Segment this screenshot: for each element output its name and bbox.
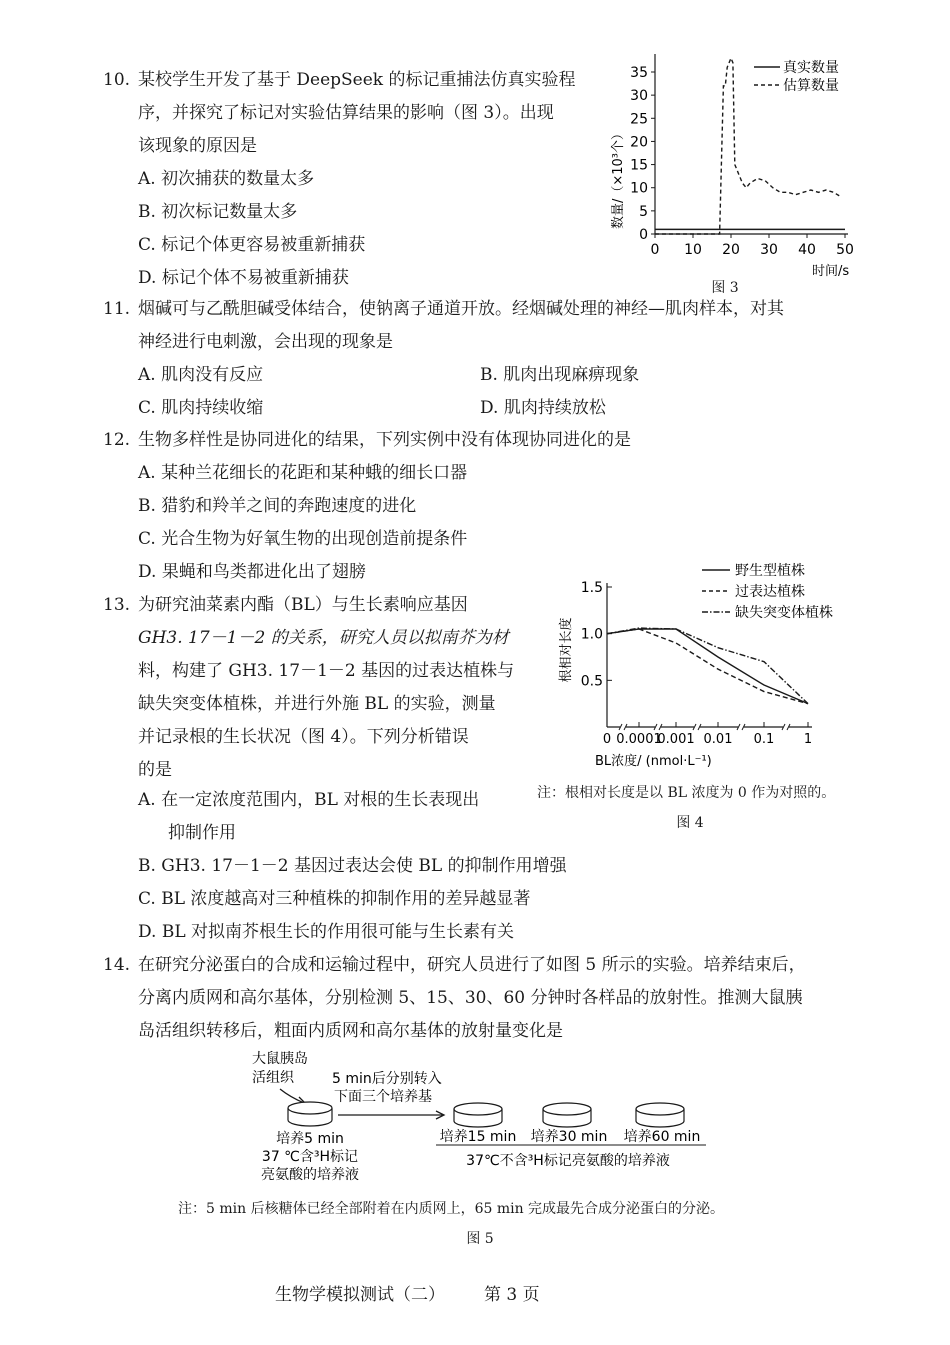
fig4-xtick-label: 1 — [803, 732, 813, 747]
q13-line-5: 并记录根的生长状况（图 4）。下列分析错误 — [138, 727, 469, 747]
q13-option-c: C. BL 浓度越高对三种植株的抑制作用的差异越显著 — [138, 889, 531, 909]
q12-option-b: B. 猎豹和羚羊之间的奔跑速度的进化 — [138, 496, 417, 516]
footer-title: 生物学模拟测试（二） — [275, 1285, 445, 1305]
figure-4-note: 注：根相对长度是以 BL 浓度为 0 作为对照的。 — [537, 785, 836, 801]
q12-number: 12. — [103, 430, 131, 450]
fig5-tissue-line2: 活组织 — [252, 1070, 294, 1086]
figure-4-chart — [550, 555, 890, 777]
fig3-xtick-label: 10 — [684, 242, 702, 258]
fig4-ylabel: 根相对长度 — [559, 617, 574, 683]
fig3-ytick-label: 5 — [639, 203, 648, 220]
fig3-xlabel: 时间/s — [812, 264, 850, 279]
q10-option-b: B. 初次标记数量太多 — [138, 202, 298, 222]
q12-line-1: 生物多样性是协同进化的结果，下列实例中没有体现协同进化的是 — [138, 430, 631, 450]
fig3-legend-est: 估算数量 — [783, 78, 839, 94]
q10-line-1: 某校学生开发了基于 DeepSeek 的标记重捕法仿真实验程 — [138, 70, 576, 90]
q13-option-b: B. GH3. 17－1－2 基因过表达会使 BL 的抑制作用增强 — [138, 856, 567, 876]
fig5-transfer-line1: 5 min后分别转入 — [332, 1071, 442, 1087]
fig5-tissue-line1: 大鼠胰岛 — [252, 1051, 308, 1067]
fig4-legend-mutant: 缺失突变体植株 — [735, 605, 833, 621]
fig3-ytick-label: 15 — [630, 157, 648, 174]
fig4-xtick-label: 0 — [602, 732, 612, 747]
fig3-xtick-label: 0 — [650, 242, 660, 258]
fig5-dish2-label: 培养30 min — [530, 1129, 608, 1145]
fig5-dish1-label: 培养15 min — [439, 1129, 517, 1145]
fig5-dish-1 — [454, 1103, 502, 1127]
q13-line-6: 的是 — [138, 760, 172, 780]
q11-option-d: D. 肌肉持续放松 — [480, 398, 606, 418]
q13-option-d: D. BL 对拟南芥根生长的作用很可能与生长素有关 — [138, 922, 515, 942]
q10-option-a: A. 初次捕获的数量太多 — [138, 169, 315, 189]
figure-3-chart — [600, 50, 860, 300]
q10-option-c: C. 标记个体更容易被重新捕获 — [138, 235, 366, 255]
fig3-xtick-label: 50 — [836, 242, 854, 258]
fig4-legend-wild: 野生型植株 — [735, 563, 805, 579]
q11-line-1: 烟碱可与乙酰胆碱受体结合，使钠离子通道开放。经烟碱处理的神经—肌肉样本，对其 — [138, 299, 784, 319]
figure-5-note: 注：5 min 后核糖体已经全部附着在内质网上，65 min 完成最先合成分泌蛋白的分泌。 — [178, 1201, 725, 1217]
footer-page: 第 3 页 — [484, 1285, 540, 1305]
q13-option-a-cont: 抑制作用 — [168, 823, 236, 843]
fig4-xtick-label: 0.1 — [753, 732, 775, 747]
q13-line-1: 为研究油菜素内酯（BL）与生长素响应基因 — [138, 595, 468, 615]
q11-line-2: 神经进行电刺激，会出现的现象是 — [138, 332, 393, 352]
q11-option-c: C. 肌肉持续收缩 — [138, 398, 264, 418]
fig4-xlabel: BL浓度/ (nmol·L⁻¹) — [595, 754, 712, 769]
q11-number: 11. — [103, 299, 131, 319]
q11-option-a: A. 肌肉没有反应 — [138, 365, 264, 385]
fig4-xtick-label: 0.001 — [657, 732, 695, 747]
fig5-transfer-line2: 下面三个培养基 — [334, 1089, 432, 1105]
fig4-xtick-label: 0.01 — [703, 732, 733, 747]
q13-number: 13. — [103, 595, 131, 615]
fig3-xtick-label: 20 — [722, 242, 740, 258]
q11-option-b: B. 肌肉出现麻痹现象 — [480, 365, 640, 385]
fig5-dish-0 — [288, 1102, 332, 1126]
q13-line-4: 缺失突变体植株，并进行外施 BL 的实验，测量 — [138, 694, 496, 714]
fig5-dish-2 — [543, 1103, 591, 1127]
q10-option-d: D. 标记个体不易被重新捕获 — [138, 268, 349, 288]
fig4-series-wild — [607, 629, 808, 704]
figure-3-caption: 图 3 — [711, 280, 739, 296]
q10-line-3: 该现象的原因是 — [138, 136, 257, 156]
q14-line-2: 分离内质网和高尔基体，分别检测 5、15、30、60 分钟时各样品的放射性。推测大鼠胰 — [138, 988, 803, 1008]
fig4-series-over — [607, 629, 808, 704]
fig3-ytick-label: 35 — [630, 65, 648, 81]
fig4-ytick-label: 1.0 — [580, 626, 603, 643]
fig4-ytick-label: 1.5 — [580, 580, 603, 596]
figure-5-diagram — [240, 1045, 740, 1190]
fig5-medium: 37℃不含³H标记亮氨酸的培养液 — [466, 1153, 670, 1169]
fig3-ytick-label: 0 — [639, 227, 648, 243]
figure-5-caption: 图 5 — [466, 1231, 494, 1247]
q14-line-1: 在研究分泌蛋白的合成和运输过程中，研究人员进行了如图 5 所示的实验。培养结束后， — [138, 955, 806, 975]
q10-line-2: 序，并探究了标记对实验估算结果的影响（图 3）。出现 — [138, 103, 554, 123]
fig3-xtick-label: 30 — [760, 242, 778, 258]
fig3-legend-real: 真实数量 — [783, 60, 839, 76]
fig3-ylabel: 数量/（×10³个） — [611, 126, 626, 230]
fig5-dish-3 — [636, 1103, 684, 1127]
q10-number: 10. — [103, 70, 131, 90]
q14-number: 14. — [103, 955, 131, 975]
fig4-series-mutant — [607, 628, 808, 704]
fig5-dish0-medium2: 亮氨酸的培养液 — [261, 1167, 359, 1183]
fig5-curved-arrow — [280, 1089, 304, 1103]
fig5-dish0-label: 培养5 min — [276, 1131, 344, 1147]
figure-4-caption: 图 4 — [676, 815, 704, 831]
q14-line-3: 岛活组织转移后，粗面内质网和高尔基体的放射量变化是 — [138, 1021, 563, 1041]
fig5-dish3-label: 培养60 min — [623, 1129, 701, 1145]
fig4-xtick-label: 0.0001 — [616, 732, 662, 747]
q13-line-3: 料，构建了 GH3. 17－1－2 基因的过表达植株与 — [138, 661, 515, 681]
fig5-dish0-medium1: 37 ℃含³H标记 — [261, 1149, 359, 1165]
fig4-ytick-label: 0.5 — [580, 673, 603, 690]
fig3-ytick-label: 10 — [630, 180, 648, 197]
fig3-ytick-label: 25 — [630, 111, 648, 128]
q13-option-a: A. 在一定浓度范围内，BL 对根的生长表现出 — [138, 790, 480, 810]
fig3-ytick-label: 20 — [630, 134, 648, 151]
q13-line-2: GH3. 17－1－2 的关系，研究人员以拟南芥为材 — [138, 628, 509, 648]
fig3-xtick-label: 40 — [798, 242, 816, 258]
fig4-legend-over: 过表达植株 — [735, 584, 805, 600]
q12-option-a: A. 某种兰花细长的花距和某种蛾的细长口器 — [138, 463, 468, 483]
q12-option-d: D. 果蝇和鸟类都进化出了翅膀 — [138, 562, 366, 582]
fig3-ytick-label: 30 — [630, 88, 648, 105]
q12-option-c: C. 光合生物为好氧生物的出现创造前提条件 — [138, 529, 468, 549]
